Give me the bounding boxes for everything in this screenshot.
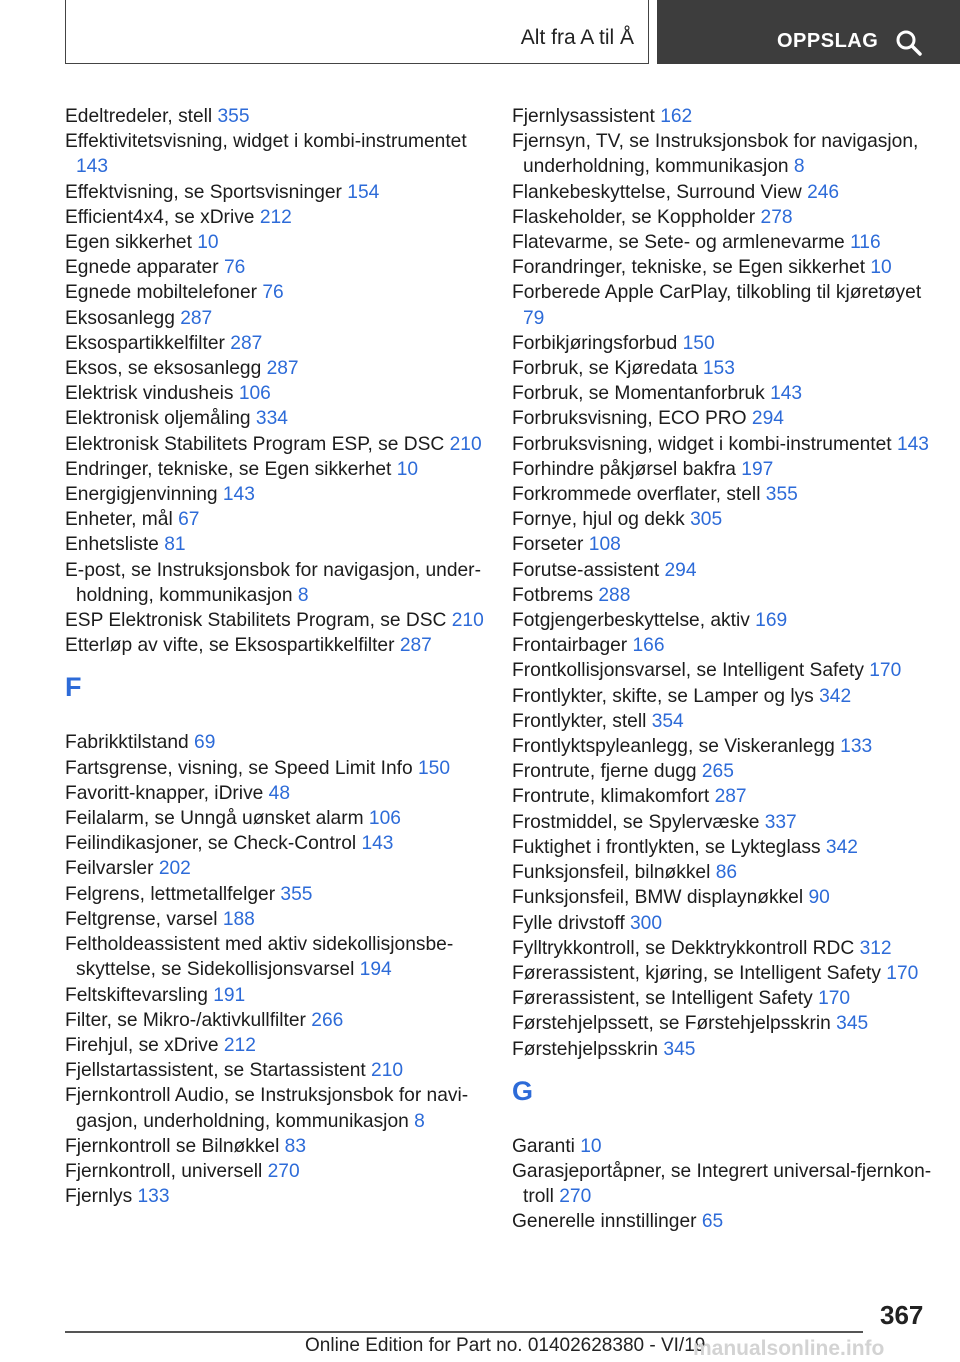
index-entry-term: Frontairbager — [512, 635, 633, 657]
page-reference-link[interactable]: 345 — [663, 1038, 696, 1060]
page-reference-link[interactable]: 76 — [262, 282, 284, 304]
page-reference-link[interactable]: 166 — [632, 635, 665, 657]
section-letter-g: G — [512, 1075, 534, 1106]
page-reference-link[interactable]: 170 — [869, 660, 902, 682]
page-reference-link[interactable]: 170 — [818, 988, 851, 1010]
index-entry — [512, 961, 932, 986]
index-entry — [65, 882, 485, 907]
index-entry — [65, 306, 485, 331]
index-entry-term: Frontlykter, skifte, se Lamper og lys — [512, 685, 820, 707]
index-entry — [512, 684, 932, 709]
index-entry — [65, 856, 485, 881]
index-entry — [512, 936, 932, 961]
index-entry — [512, 507, 932, 532]
page-reference-link[interactable]: 10 — [197, 232, 219, 254]
index-entry — [65, 255, 485, 280]
page-reference-link[interactable]: 153 — [702, 358, 735, 380]
index-entry — [65, 457, 485, 482]
page-reference-link[interactable]: 212 — [223, 1034, 256, 1056]
page-reference-link[interactable]: 106 — [368, 808, 401, 830]
index-entry-term: ESP Elektronisk Stabilitets Program, se DSC — [65, 610, 452, 632]
page-reference-link[interactable]: 154 — [347, 181, 380, 203]
index-entry — [65, 831, 485, 856]
index-entry — [512, 784, 932, 809]
index-entry-term: Frostmiddel, se Spylervæske — [512, 811, 765, 833]
page-reference-link[interactable]: 67 — [178, 509, 200, 531]
index-entry-term: Forbikjøringsforbud — [512, 332, 683, 354]
index-entry — [65, 608, 485, 633]
index-entry-term: Forbruk, se Momentanforbruk — [512, 383, 771, 405]
page-reference-link[interactable]: 90 — [808, 887, 830, 909]
index-entry — [512, 104, 932, 129]
section-letter-f: F — [65, 672, 82, 703]
page-reference-link[interactable]: 287 — [180, 307, 213, 329]
index-entry-term: Frontrute, klimakomfort — [512, 786, 715, 808]
page-reference-link[interactable]: 81 — [164, 534, 186, 556]
index-entry-term: Fornye, hjul og dekk — [512, 509, 691, 531]
page-reference-link[interactable]: 288 — [598, 584, 631, 606]
page-reference-link[interactable]: 150 — [418, 757, 451, 779]
index-entry — [65, 806, 485, 831]
index-entry-term: Forseter — [512, 534, 589, 556]
index-entry — [512, 709, 932, 734]
index-entry-term: Enhetsliste — [65, 534, 165, 556]
page-reference-link[interactable]: 294 — [664, 559, 697, 581]
index-entry-term: Edeltredeler, stell — [65, 106, 218, 127]
page-reference-link[interactable]: 287 — [230, 332, 263, 354]
page-reference-link[interactable]: 8 — [414, 1110, 425, 1132]
index-entry — [512, 759, 932, 784]
page-reference-link[interactable]: 300 — [630, 912, 663, 934]
index-entry — [65, 781, 485, 806]
page-reference-link[interactable]: 265 — [701, 761, 734, 783]
page-reference-link[interactable]: 294 — [751, 408, 784, 430]
index-entry-term: Fjernkontroll Audio, se Instruksjonsbok for navigasjon, underholdning, kommunikasjon — [65, 1085, 469, 1132]
page-reference-link[interactable]: 191 — [213, 984, 246, 1006]
index-entry-term: Feilindikasjoner, se Check-Control — [65, 833, 362, 855]
index-entry-term: Frontlyktspyleanlegg, se Viskeranlegg — [512, 736, 841, 758]
index-entry-term: E-post, se Instruksjonsbok for navigasjon, underholdning, kommunikasjon — [65, 559, 481, 606]
page-reference-link[interactable]: 10 — [580, 1135, 602, 1157]
page-reference-link[interactable]: 133 — [840, 736, 873, 758]
index-entry — [512, 608, 932, 633]
index-entry — [512, 1134, 932, 1159]
page-reference-link[interactable]: 79 — [523, 307, 545, 329]
index-entry — [512, 129, 932, 179]
index-entry — [512, 885, 932, 910]
page-reference-link[interactable]: 354 — [651, 710, 684, 732]
index-entry-term: Fylle drivstoff — [512, 912, 631, 934]
index-entry — [65, 983, 485, 1008]
index-entry-term: Fjernlysassistent — [512, 106, 661, 127]
index-entry — [65, 180, 485, 205]
index-entry-term: Energigjenvinning — [65, 484, 223, 506]
index-entry — [512, 1159, 932, 1209]
page-reference-link[interactable]: 270 — [267, 1160, 300, 1182]
index-entry-term: Fjernkontroll, universell — [65, 1160, 268, 1182]
index-entry-term: Feltgrense, varsel — [65, 908, 223, 930]
page-reference-link[interactable]: 342 — [819, 685, 852, 707]
index-entry-term: Etterløp av vifte, se Eksospartikkelfilter — [65, 635, 400, 657]
index-entry-term: Frontrute, fjerne dugg — [512, 761, 702, 783]
index-entry — [65, 932, 485, 982]
index-entry — [65, 756, 485, 781]
index-entry — [512, 633, 932, 658]
index-entry-term: Feltholdeassistent med aktiv sidekollisjonsbeskyttelse, se Sidekollisjonsvarsel — [65, 934, 454, 981]
index-entry — [512, 230, 932, 255]
page-reference-link[interactable]: 212 — [259, 206, 292, 228]
index-entry — [65, 532, 485, 557]
index-entry — [65, 280, 485, 305]
index-entry-term: Frontkollisjonsvarsel, se Intelligent Safety — [512, 660, 870, 682]
index-entry-term: Enheter, mål — [65, 509, 179, 531]
page-reference-link[interactable]: 8 — [793, 156, 805, 178]
index-entry — [65, 907, 485, 932]
index-entry — [512, 457, 932, 482]
index-entry — [512, 331, 932, 356]
index-entry-term: Førstehjelpssett, se Førstehjelpsskrin — [512, 1013, 837, 1035]
page-reference-link[interactable]: 169 — [755, 610, 788, 632]
header-section-tab[interactable] — [657, 0, 960, 64]
index-entry — [65, 406, 485, 431]
index-entry-term: Fabrikktilstand — [65, 732, 195, 754]
page-reference-link[interactable]: 150 — [682, 332, 715, 354]
page-number: 367 — [880, 1300, 924, 1330]
index-entry — [512, 356, 932, 381]
page-reference-link[interactable]: 143 — [76, 156, 109, 178]
page-reference-link[interactable]: 266 — [311, 1009, 344, 1031]
index-entry-term: Fuktighet i frontlykten, se Lykteglass — [512, 836, 826, 858]
page-reference-link[interactable]: 143 — [222, 484, 255, 506]
index-entry — [65, 129, 485, 179]
index-entry — [65, 1058, 485, 1083]
page-reference-link[interactable]: 312 — [859, 937, 892, 959]
index-entry — [65, 1134, 485, 1159]
page-reference-link[interactable]: 287 — [399, 635, 432, 657]
index-entry — [512, 658, 932, 683]
page-reference-link[interactable]: 210 — [371, 1060, 404, 1082]
index-entry — [512, 532, 932, 557]
index-entry — [512, 482, 932, 507]
index-entry-term: Forbruksvisning, ECO PRO — [512, 408, 752, 430]
index-entry-term: Forberede Apple CarPlay, tilkobling til kjøretøyet — [512, 282, 922, 304]
index-entry-term: Eksospartikkelfilter — [65, 332, 231, 354]
page-reference-link[interactable]: 334 — [255, 408, 288, 430]
page-reference-link[interactable]: 287 — [266, 358, 299, 380]
index-entry — [512, 583, 932, 608]
index-entry-term: Forandringer, tekniske, se Egen sikkerhet — [512, 257, 871, 279]
index-entry — [65, 633, 485, 658]
index-entry-term: Fjernlys — [65, 1186, 138, 1208]
page-reference-link[interactable]: 48 — [268, 782, 291, 804]
index-entry-term: Fjernkontroll se Bilnøkkel — [65, 1135, 285, 1157]
page-reference-link[interactable]: 194 — [359, 959, 392, 981]
index-entry-term: Effektivitetsvisning, widget i kombi-instrumentet — [65, 131, 467, 153]
index-entry-term: Eksosanlegg — [65, 307, 181, 329]
page-reference-link[interactable]: 337 — [764, 811, 797, 833]
index-entry-term: Funksjonsfeil, BMW displaynøkkel — [512, 887, 809, 909]
index-entry-term: Forbruk, se Kjøredata — [512, 358, 703, 380]
index-entry-term: Favoritt-knapper, iDrive — [65, 782, 269, 804]
index-entry-term: Flaskeholder, se Koppholder — [512, 206, 761, 228]
page-reference-link[interactable]: 69 — [194, 732, 216, 754]
footer-divider — [65, 1331, 863, 1333]
page-reference-link[interactable]: 8 — [297, 584, 309, 606]
index-entry-term: Fylltrykkontroll, se Dekktrykkontroll RDC — [512, 937, 860, 959]
index-entry — [512, 986, 932, 1011]
page-reference-link[interactable]: 143 — [361, 833, 394, 855]
index-entry-term: Efficient4x4, se xDrive — [65, 206, 260, 228]
index-entry — [512, 734, 932, 759]
index-entry — [65, 432, 485, 457]
index-entry — [65, 1159, 485, 1184]
index-entry-term: Egnede apparater — [65, 257, 224, 279]
index-entry-term: Funksjonsfeil, bilnøkkel — [512, 862, 716, 884]
index-entry-term: Eksos, se eksosanlegg — [65, 358, 267, 380]
page-reference-link[interactable]: 278 — [760, 206, 793, 228]
index-entry-term: Førerassistent, se Intelligent Safety — [512, 988, 819, 1010]
index-entry-term: Flatevarme, se Sete- og armlenevarme — [512, 232, 851, 254]
page-reference-link[interactable]: 162 — [660, 106, 693, 127]
index-entry — [65, 558, 485, 608]
index-entry-term: Førerassistent, kjøring, se Intelligent Safety — [512, 962, 887, 984]
index-entry-term: Filter, se Mikro-/aktivkullfilter — [65, 1009, 312, 1031]
page-reference-link[interactable]: 116 — [850, 232, 881, 254]
page-reference-link[interactable]: 86 — [715, 862, 738, 884]
page-reference-link[interactable]: 355 — [217, 106, 250, 127]
index-entry — [512, 1209, 932, 1234]
page-reference-link[interactable]: 83 — [284, 1135, 307, 1157]
index-entry — [65, 1184, 485, 1209]
index-entry — [512, 1011, 932, 1036]
index-entry — [512, 810, 932, 835]
index-entry — [512, 835, 932, 860]
index-entry-term: Forkrommede overflater, stell — [512, 484, 766, 506]
index-column-right — [512, 104, 932, 1235]
page-reference-link[interactable]: 210 — [449, 433, 482, 455]
page-reference-link[interactable]: 305 — [690, 509, 723, 531]
search-icon[interactable] — [894, 28, 924, 58]
page-reference-link[interactable]: 246 — [807, 181, 840, 203]
index-entry — [65, 1008, 485, 1033]
page-reference-link[interactable]: 133 — [137, 1186, 170, 1208]
footer-edition-text: Online Edition for Part no. 01402628380 - VI/19 — [305, 1335, 706, 1356]
index-entry-term: Forhindre påkjørsel bakfra — [512, 458, 742, 480]
watermark: manualsonline.info — [693, 1337, 885, 1360]
index-entry-term: Førstehjelpsskrin — [512, 1038, 664, 1060]
index-entry-term: Feilvarsler — [65, 858, 159, 880]
index-entry-term: Elektronisk oljemåling — [65, 408, 256, 430]
header-title-box — [65, 0, 649, 64]
index-column-left — [65, 104, 485, 1209]
index-entry-term: Fjernsyn, TV, se Instruksjonsbok for navigasjon, underholdning, kommunikasjon — [512, 131, 919, 178]
index-entry — [65, 482, 485, 507]
index-entry — [65, 1033, 485, 1058]
index-entry-term: Egen sikkerhet — [65, 232, 198, 254]
index-entry-term: Frontlykter, stell — [512, 710, 652, 732]
index-entry-term: Feilalarm, se Unngå uønsket alarm — [65, 808, 369, 830]
index-entry — [512, 1037, 932, 1062]
index-entry-term: Garanti — [512, 1135, 581, 1157]
index-entry-term: Feltskiftevarsling — [65, 984, 214, 1006]
page-reference-link[interactable]: 210 — [451, 610, 484, 632]
index-entry-term: Fotgjengerbeskyttelse, aktiv — [512, 610, 756, 632]
index-entry-term: Elektrisk vindusheis — [65, 383, 239, 405]
page-reference-link[interactable]: 106 — [238, 383, 271, 405]
page-reference-link[interactable]: 287 — [714, 786, 747, 808]
index-entry — [65, 507, 485, 532]
page-reference-link[interactable]: 143 — [896, 433, 929, 455]
index-entry — [512, 280, 932, 330]
index-entry — [512, 558, 932, 583]
index-entry-term: Generelle innstillinger — [512, 1211, 702, 1233]
index-entry — [512, 381, 932, 406]
index-entry — [512, 205, 932, 230]
page-reference-link[interactable]: 188 — [222, 908, 255, 930]
index-entry — [65, 356, 485, 381]
index-entry-term: Egnede mobiltelefoner — [65, 282, 263, 304]
index-entry — [512, 180, 932, 205]
page-reference-link[interactable]: 342 — [825, 836, 858, 858]
index-entry — [65, 730, 485, 755]
page-reference-link[interactable]: 65 — [701, 1211, 724, 1233]
index-entry — [65, 230, 485, 255]
index-entry-term: Felgrens, lettmetallfelger — [65, 883, 281, 905]
index-entry-term: Fjellstartassistent, se Startassistent — [65, 1060, 372, 1082]
index-entry — [512, 255, 932, 280]
index-entry — [65, 1083, 485, 1133]
index-entry-term: Firehjul, se xDrive — [65, 1034, 224, 1056]
page-reference-link[interactable]: 270 — [559, 1186, 592, 1208]
index-entry-term: Flankebeskyttelse, Surround View — [512, 181, 808, 203]
page-reference-link[interactable]: 108 — [588, 534, 621, 556]
index-entry-term: Elektronisk Stabilitets Program ESP, se DSC — [65, 433, 450, 455]
page-reference-link[interactable]: 202 — [158, 858, 191, 880]
page-reference-link[interactable]: 355 — [280, 883, 313, 905]
index-entry — [65, 331, 485, 356]
page-reference-link[interactable]: 76 — [223, 257, 246, 279]
index-entry — [512, 432, 932, 457]
index-entry — [512, 911, 932, 936]
index-entry — [65, 205, 485, 230]
index-entry-term: Forutse-assistent — [512, 559, 665, 581]
index-entry-term: Effektvisning, se Sportsvisninger — [65, 181, 348, 203]
index-entry — [65, 381, 485, 406]
header-section-label: OPPSLAG — [777, 30, 879, 52]
header-title: Alt fra A til Å — [520, 26, 634, 49]
index-entry-term: Garasjeportåpner, se Integrert universal-fjernkontroll — [512, 1160, 932, 1208]
index-entry — [512, 406, 932, 431]
index-entry — [512, 860, 932, 885]
page-reference-link[interactable]: 197 — [741, 458, 774, 480]
page-reference-link[interactable]: 10 — [396, 458, 419, 480]
index-entry-term: Endringer, tekniske, se Egen sikkerhet — [65, 458, 397, 480]
index-entry-term: Fartsgrense, visning, se Speed Limit Info — [65, 757, 419, 779]
page-reference-link[interactable]: 345 — [836, 1013, 869, 1035]
page-reference-link[interactable]: 143 — [770, 383, 803, 405]
page-reference-link[interactable]: 170 — [886, 962, 919, 984]
index-entry-term: Fotbrems — [512, 584, 599, 606]
index-entry-term: Forbruksvisning, widget i kombi-instrumentet — [512, 433, 897, 455]
index-entry — [65, 104, 485, 129]
page-reference-link[interactable]: 355 — [765, 484, 798, 506]
page-reference-link[interactable]: 10 — [870, 257, 892, 279]
